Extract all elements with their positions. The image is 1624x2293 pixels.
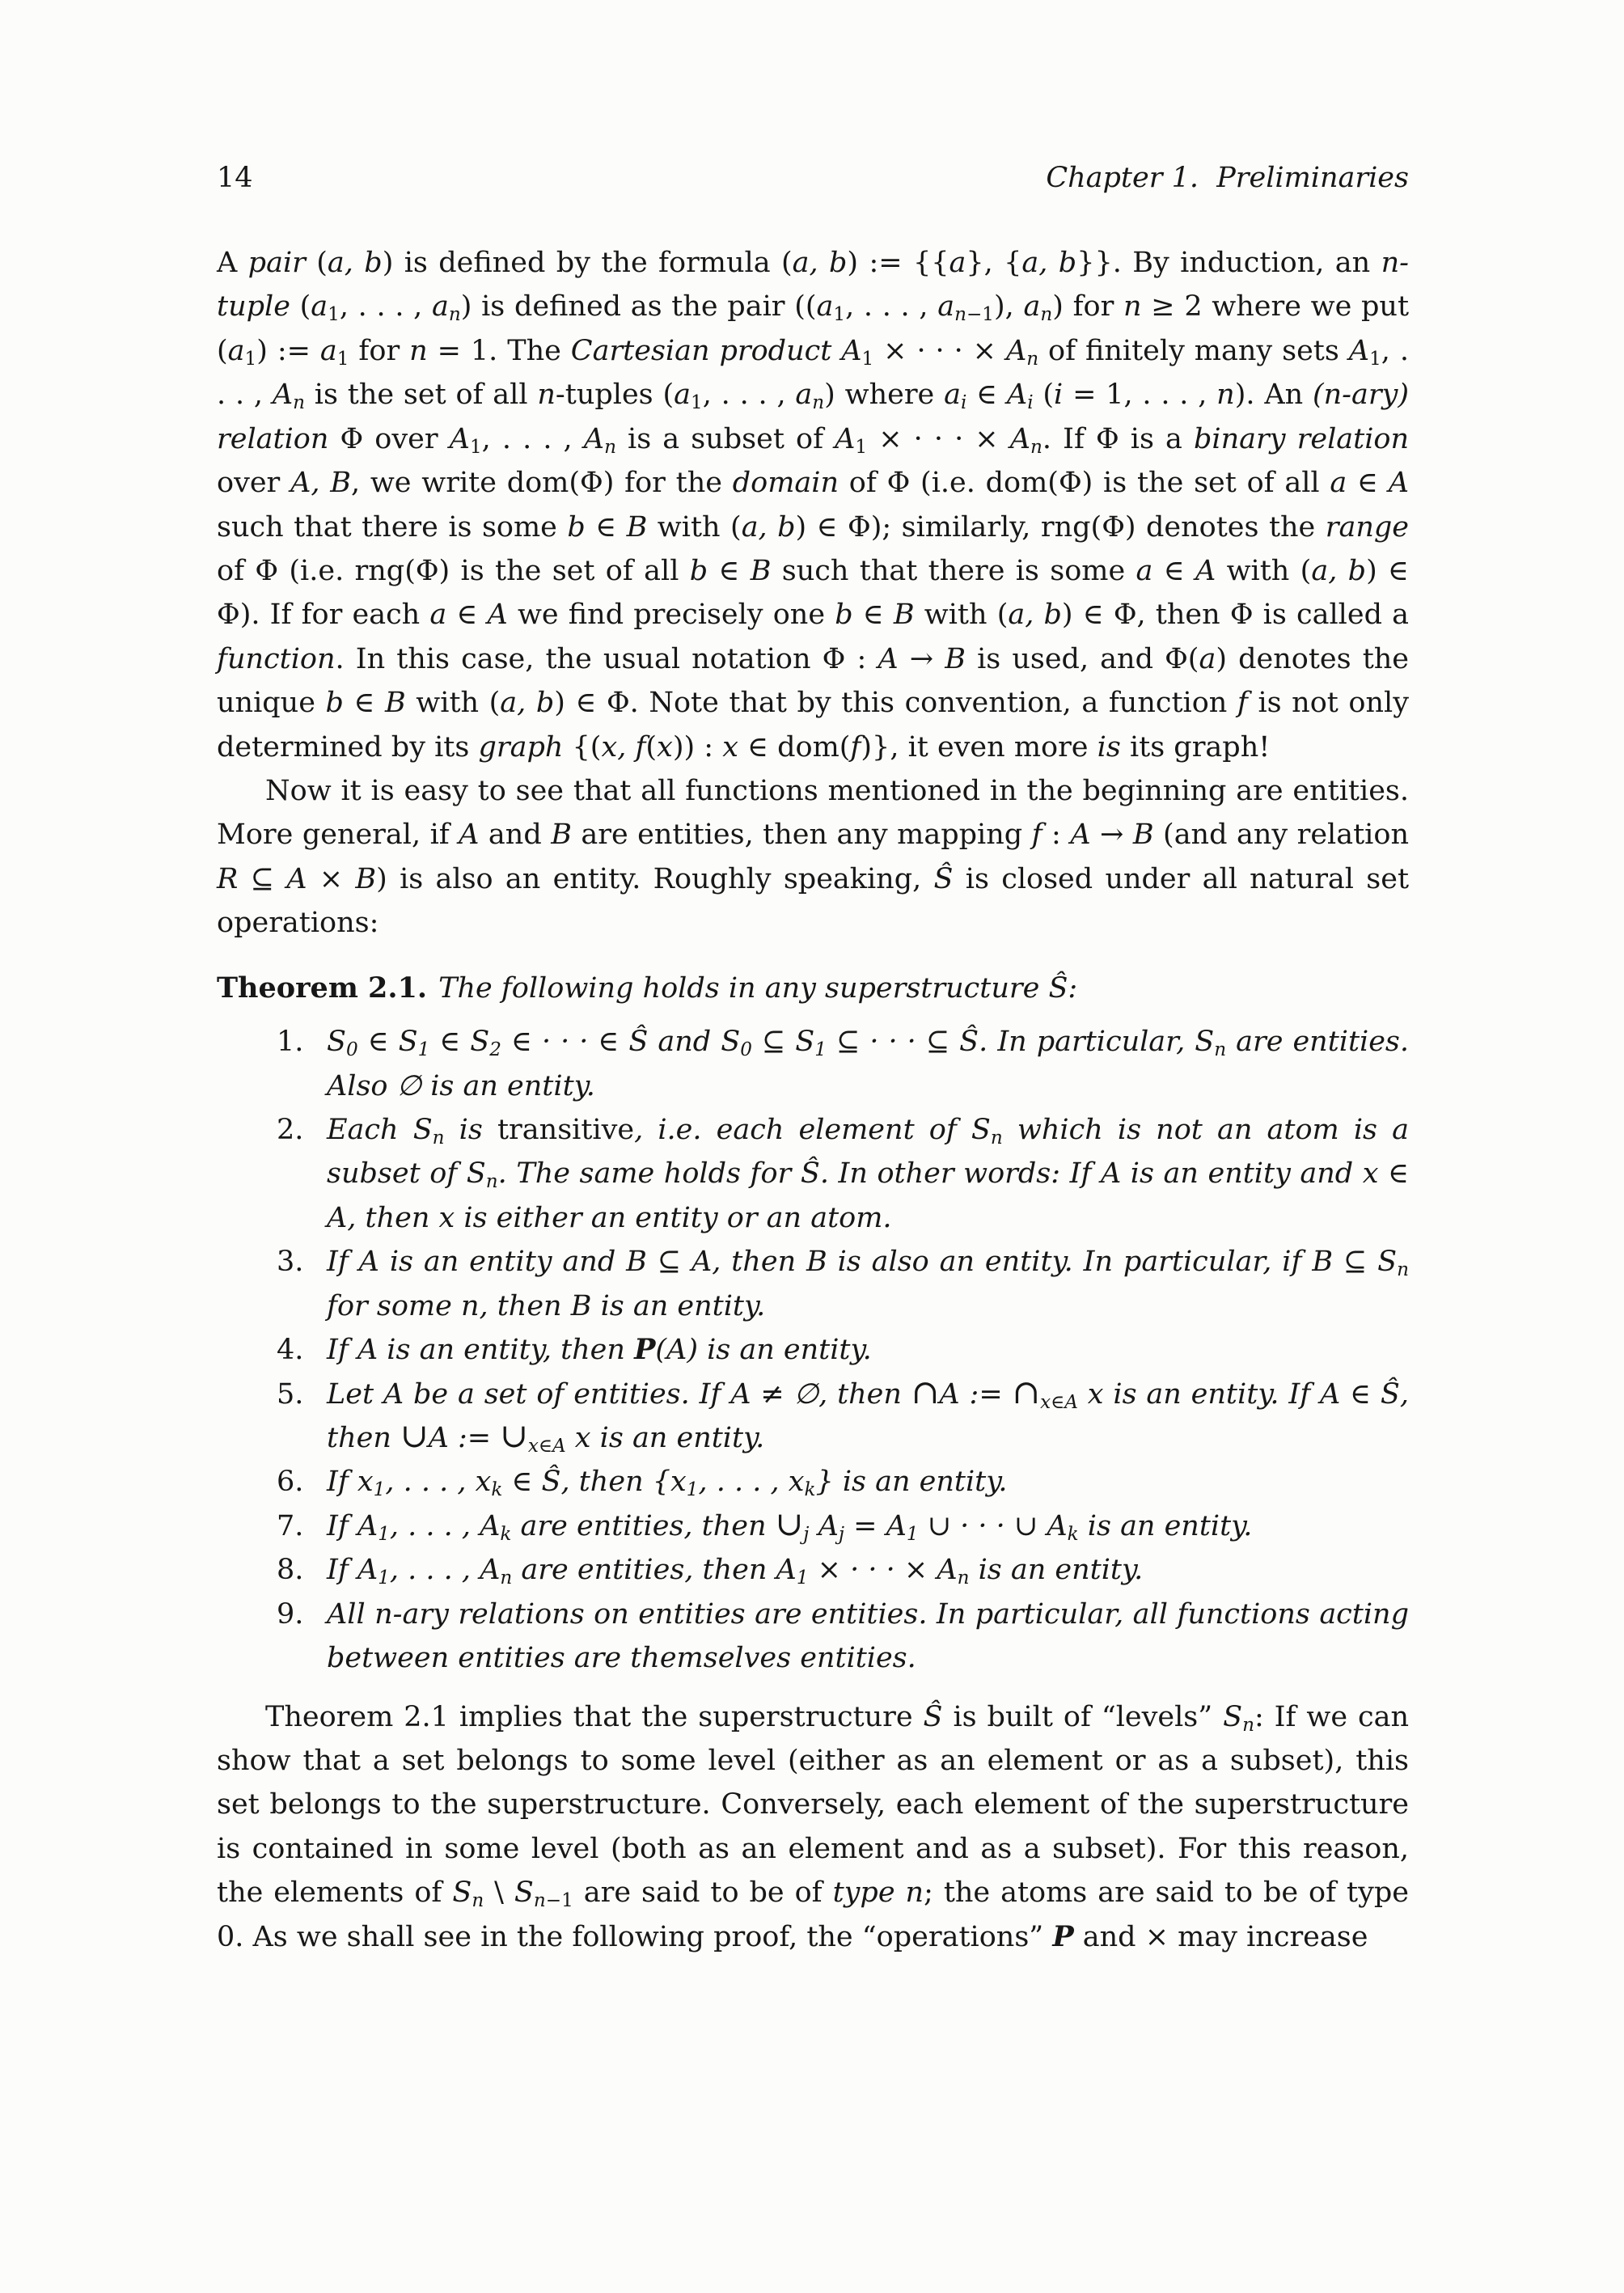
item-body: If $x_1$, . . . , $x_k$ ∈ Ŝ, then {$x_1$, . . . , $x_k$} is an entity.: [327, 1466, 1008, 1501]
paragraph-levels: Theorem 2.1 implies that the superstructure Ŝ is built of “levels” $S_n$: If we can show that a set belongs to some level (either as an element or as a subset), this set belongs to the superstructure. Conversely, each element of the superstructure is contained in some level (both as an element and as a subset). For this reason, the elements of $S_n$ \ $S_{n-1}$ are said to be of type n; the atoms are said to be of type 0. As we shall see in the following proof, the “operations” P and × may increase: [217, 1700, 1409, 1953]
item-body: If $A_1$, . . . , $A_n$ are entities, then $A_1$ × · · · × $A_n$ is an entity.: [327, 1554, 1144, 1589]
theorem-item-9: [217, 1593, 1409, 1681]
theorem-item-6: [217, 1460, 1409, 1504]
paragraph-entities: Now it is easy to see that all functions mentioned in the beginning are entities. More general, if A and B are entities, then any mapping f : A → B (and any relation R ⊆ A × B) is also an entity. Roughly speaking, Ŝ is closed under all natural set operations:: [217, 775, 1410, 940]
page-number: 14: [217, 162, 253, 194]
item-number: 7.: [277, 1509, 304, 1542]
item-body: Let A be a set of entities. If A ≠ ∅, then ∩A := $\cap_{x\in A}$ x is an entity. If A ∈ Ŝ, then ∪A := $\cup_{x\in A}$ x is an entity.: [327, 1372, 1410, 1457]
page-body: [217, 241, 1409, 1959]
theorem-item-1: [217, 1020, 1409, 1108]
item-number: 6.: [277, 1466, 304, 1499]
item-number: 4.: [277, 1334, 304, 1367]
item-body: If A is an entity, then P(A) is an entity.: [327, 1333, 872, 1367]
item-number: 2.: [277, 1114, 304, 1147]
paragraph-pair-definition: A pair (a, b) is defined by the formula (a, b) := {{a}, {a, b}}. By induction, an n-tuple ($a_1$, . . . , $a_n$) is defined as the pair (($a_1$, . . . , $a_{n-1}$), $a_n$) for n ≥ 2 where we put $(a_1)$ := $a_1$ for n = 1. The Cartesian product $A_1$ × · · · × $A_n$ of finitely many sets $A_1$, . . . , $A_n$ is the set of all n-tuples ($a_1$, . . . , $a_n$) where $a_i$ ∈ $A_i$ (i = 1, . . . , n). An (n-ary) relation Φ over $A_1$, . . . , $A_n$ is a subset of $A_1$ × · · · × $A_n$. If Φ is a binary relation over A, B, we write dom(Φ) for the domain of Φ (i.e. dom(Φ) is the set of all a ∈ A such that there is some b ∈ B with (a, b) ∈ Φ); similarly, rng(Φ) denotes the range of Φ (i.e. rng(Φ) is the set of all b ∈ B such that there is some a ∈ A with (a, b) ∈ Φ). If for each a ∈ A we find precisely one b ∈ B with (a, b) ∈ Φ, then Φ is called a function. In this case, the usual notation Φ : A → B is used, and Φ(a) denotes the unique b ∈ B with (a, b) ∈ Φ. Note that by this convention, a function f is not only determined by its graph {(x, f(x)) : x ∈ dom(f)}, it even more is its graph!: [217, 247, 1410, 764]
theorem-item-7: [217, 1504, 1409, 1548]
item-number: 8.: [277, 1554, 304, 1587]
item-number: 9.: [277, 1597, 304, 1631]
page-header: [217, 162, 1409, 194]
item-number: 1.: [277, 1026, 304, 1059]
theorem-item-3: [217, 1240, 1409, 1328]
item-body: Each $S_n$ is transitive, i.e. each element of $S_n$ which is not an atom is a subset of $S_n$. The same holds for Ŝ. In other words: If A is an entity and x ∈ A, then x is either an entity or an atom.: [327, 1114, 1410, 1234]
item-body: If $A_1$, . . . , $A_k$ are entities, then $\cup_j$ $A_j = A_1$ ∪ · · · ∪ $A_k$ is an entity.: [327, 1504, 1253, 1545]
theorem-label: Theorem 2.1.: [217, 971, 428, 1005]
theorem-item-2: [217, 1108, 1409, 1240]
theorem-2-1: [217, 967, 1409, 1010]
theorem-item-8: [217, 1548, 1409, 1592]
theorem-item-4: [217, 1328, 1409, 1372]
item-number: 3.: [277, 1246, 304, 1279]
item-body: All n-ary relations on entities are entities. In particular, all functions acting between entities are themselves entities.: [327, 1597, 1409, 1675]
theorem-list: [217, 1020, 1409, 1680]
chapter-header: Chapter 1. Preliminaries: [1046, 162, 1409, 194]
theorem-item-5: [217, 1373, 1409, 1461]
item-body: If A is an entity and B ⊆ A, then B is also an entity. In particular, if B ⊆ $S_n$ for some n, then B is an entity.: [327, 1246, 1409, 1322]
theorem-intro: The following holds in any superstructure Ŝ:: [438, 971, 1078, 1005]
item-body: $S_0$ ∈ $S_1$ ∈ $S_2$ ∈ · · · ∈ Ŝ and $S_0$ ⊆ $S_1$ ⊆ · · · ⊆ Ŝ. In particular, $S_n$ are entities. Also ∅ is an entity.: [327, 1026, 1410, 1102]
item-number: 5.: [277, 1377, 304, 1411]
